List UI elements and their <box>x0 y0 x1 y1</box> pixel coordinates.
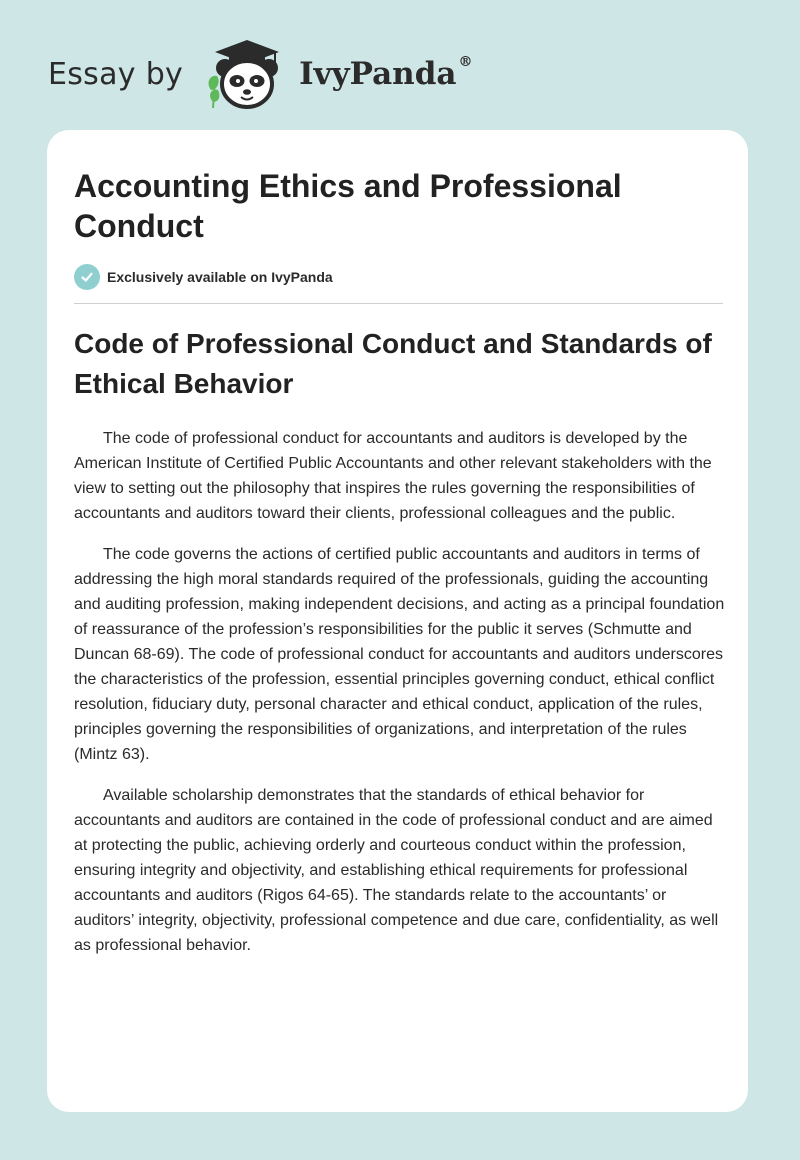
check-circle-icon <box>74 264 100 290</box>
essay-title: Accounting Ethics and Professional Conduct <box>74 168 622 244</box>
site-header <box>48 34 473 114</box>
badge-label: Exclusively available on IvyPanda <box>107 269 333 285</box>
essay-card <box>47 130 748 1112</box>
essay-body <box>74 426 726 974</box>
brand-name[interactable] <box>299 56 472 92</box>
divider <box>74 303 723 304</box>
exclusive-badge <box>74 264 333 290</box>
paragraph: The code governs the actions of certified public accountants and auditors in terms of addressing the high moral standards required of the professionals, guiding the accounting and auditing profession, making independent decisions, and acting as a principal foundation of reassurance of the profession’s responsibilities for the public it serves (Schmutte and Duncan 68-69). The code of professional conduct for accountants and auditors underscores the characteristics of the profession, essential principles governing conduct, ethical conflict resolution, fiduciary duty, personal character and ethical conduct, application of the rules, principles governing the responsibilities of organizations, and interpretation of the rules (Mintz 63). <box>74 546 725 763</box>
brand-text: IvyPanda <box>299 56 457 92</box>
registered-mark: ® <box>458 54 473 70</box>
panda-logo-icon[interactable] <box>201 36 293 112</box>
section-heading: Code of Professional Conduct and Standards of Ethical Behavior <box>74 328 712 399</box>
essay-by-label: Essay by <box>48 56 184 92</box>
paragraph: The code of professional conduct for accountants and auditors is developed by the American Institute of Certified Public Accountants and other relevant stakeholders with the view to setting out the philosophy that inspires the rules governing the responsibilities of accountants and auditors toward their clients, professional colleagues and the public. <box>74 430 712 522</box>
paragraph: Available scholarship demonstrates that the standards of ethical behavior for accountants and auditors are contained in the code of professional conduct and are aimed at protecting the public, achieving orderly and courteous conduct within the profession, ensuring integrity and objectivity, and establishing ethical requirements for professional accountants and auditors (Rigos 64-65). The standards relate to the accountants’ or auditors’ integrity, objectivity, professional competence and due care, confidentiality, as well as professional behavior. <box>74 787 719 954</box>
